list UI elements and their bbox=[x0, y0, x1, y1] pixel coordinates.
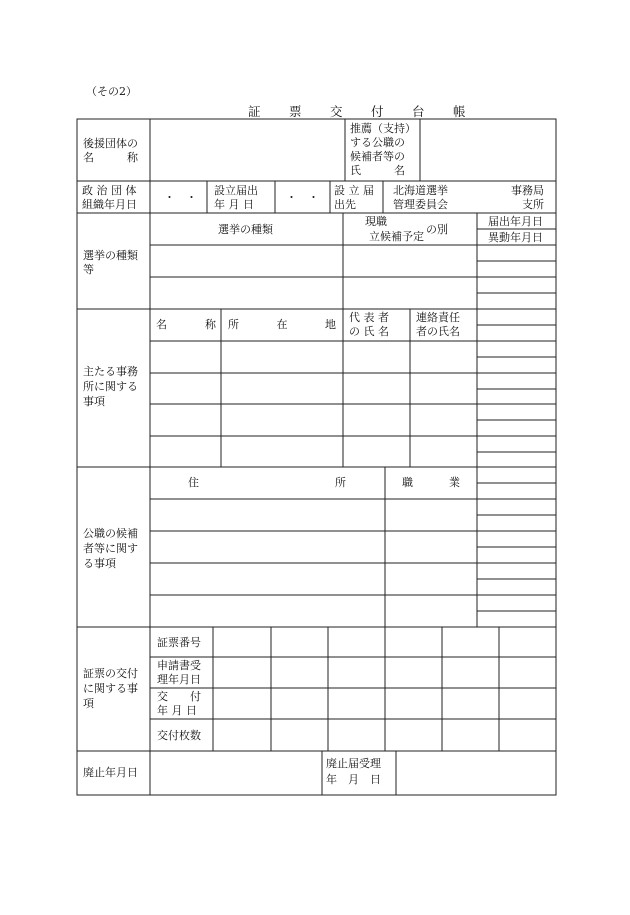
office-section-label-2: 所に関する bbox=[83, 380, 138, 393]
abolish-receipt-label-2: 年 月 日 bbox=[326, 773, 381, 786]
notice-date-header: 届出年月日 bbox=[488, 215, 543, 228]
recommend-label-4: 氏 名 bbox=[350, 164, 405, 177]
issue-section-label-3: 項 bbox=[83, 697, 94, 710]
representative-header-2: の 氏 名 bbox=[349, 325, 389, 338]
recommend-label-3: 候補者等の bbox=[350, 150, 405, 163]
office-name-header: 名 称 bbox=[156, 318, 216, 331]
est-to-label-1: 設 立 届 bbox=[334, 184, 374, 197]
recommend-label-1: 推薦（支持） bbox=[350, 122, 416, 135]
issue-count-label: 交付枚数 bbox=[157, 729, 201, 742]
issue-section-label-1: 証票の交付 bbox=[83, 667, 138, 680]
office-label: 事務局 bbox=[511, 184, 544, 197]
contact-person-header-1: 連絡責任 bbox=[416, 311, 460, 324]
recommended-candidate-name-field[interactable] bbox=[421, 120, 555, 180]
candidate-section-label-1: 公職の候補 bbox=[83, 527, 138, 540]
certificate-number-label: 証票番号 bbox=[157, 636, 201, 649]
branch-label: 支所 bbox=[522, 198, 544, 211]
hokkaido-committee-label-1: 北海道選挙 bbox=[393, 184, 448, 197]
election-section-label-2: 等 bbox=[83, 263, 94, 276]
abolish-receipt-date-field[interactable] bbox=[397, 752, 555, 794]
recommend-label-2: する公職の bbox=[350, 136, 405, 149]
supporter-org-name-field[interactable] bbox=[151, 120, 344, 180]
election-type-header: 選挙の種類 bbox=[218, 223, 273, 236]
planned-candidate-header: 立候補予定 bbox=[369, 230, 424, 243]
org-date-field[interactable]: ・ ・ bbox=[164, 191, 197, 204]
supporter-org-label-2: 名 称 bbox=[83, 151, 138, 164]
issue-section-label-2: に関する事 bbox=[83, 682, 138, 695]
office-section-label-1: 主たる事務 bbox=[83, 365, 138, 378]
abolish-date-label: 廃止年月日 bbox=[83, 766, 138, 779]
contact-person-header-2: 者の氏名 bbox=[416, 325, 460, 338]
office-section-label-3: 事項 bbox=[83, 395, 105, 408]
est-notice-date-field[interactable]: ・ ・ bbox=[286, 191, 319, 204]
abolish-date-field[interactable] bbox=[151, 752, 321, 794]
supporter-org-label-1: 後援団体の bbox=[83, 137, 138, 150]
representative-header-1: 代 表 者 bbox=[349, 311, 389, 324]
election-section-label-1: 選挙の種類 bbox=[83, 249, 138, 262]
est-to-label-2: 出先 bbox=[334, 198, 356, 211]
est-notice-label-2: 年 月 日 bbox=[214, 198, 254, 211]
candidate-section-label-3: る事項 bbox=[83, 557, 116, 570]
candidate-address-header: 住 所 bbox=[188, 476, 346, 489]
office-address-header: 所 在 地 bbox=[228, 318, 336, 331]
candidate-section-label-2: 者等に関す bbox=[83, 542, 138, 555]
hokkaido-committee-label-2: 管理委員会 bbox=[393, 198, 448, 211]
status-suffix-label: の別 bbox=[426, 223, 448, 236]
application-receipt-label-2: 理年月日 bbox=[157, 673, 201, 686]
candidate-occupation-header: 職 業 bbox=[402, 476, 460, 489]
est-notice-label-1: 設立届出 bbox=[214, 184, 258, 197]
application-receipt-label-1: 申請書受 bbox=[157, 659, 201, 672]
org-date-label-2: 組織年月日 bbox=[82, 198, 137, 211]
change-date-header: 異動年月日 bbox=[488, 231, 543, 244]
abolish-receipt-label-1: 廃止届受理 bbox=[326, 757, 381, 770]
form-number: （その2） bbox=[86, 85, 137, 98]
incumbent-header: 現職 bbox=[365, 215, 387, 228]
org-date-label-1: 政 治 団 体 bbox=[82, 184, 137, 197]
issue-date-label-1: 交 付 bbox=[157, 690, 201, 703]
page-title: 証 票 交 付 台 帳 bbox=[248, 104, 474, 119]
issue-date-label-2: 年 月 日 bbox=[157, 704, 197, 717]
